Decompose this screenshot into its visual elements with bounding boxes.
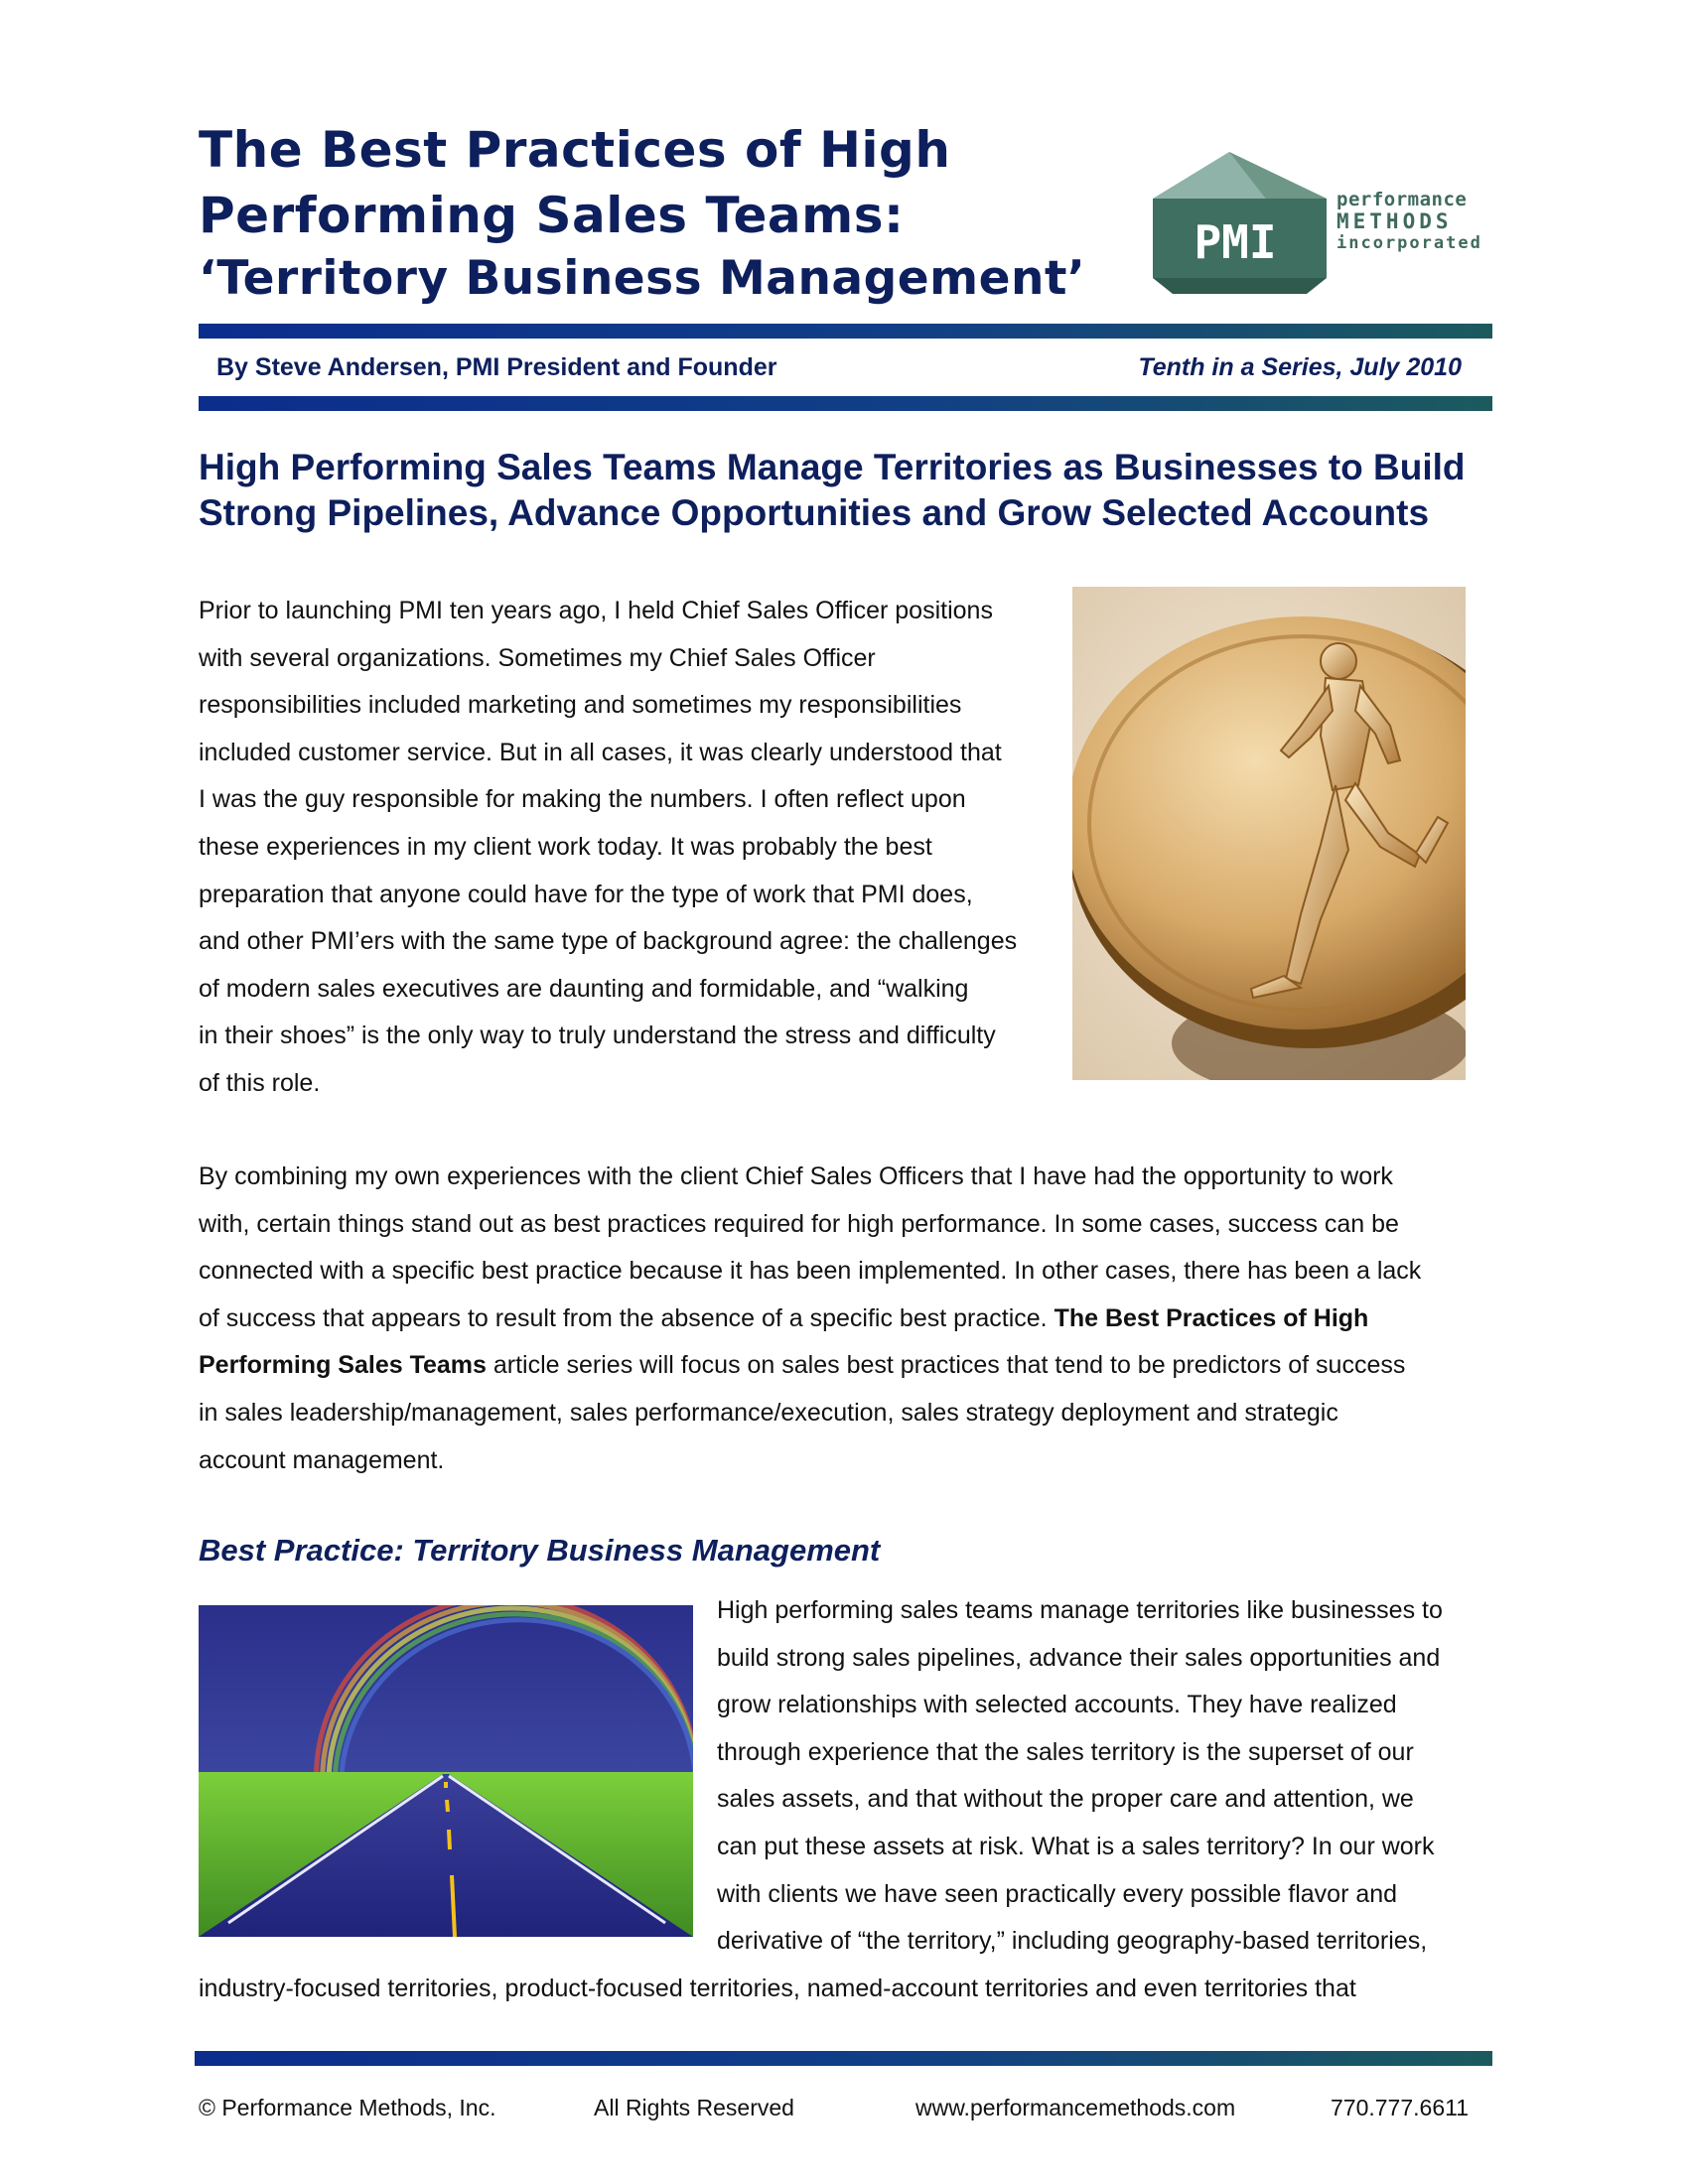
series-line: [199, 1342, 1499, 1390]
intro-line: of this role.: [199, 1068, 321, 1097]
best-practice-line: grow relationships with selected accounts. They have realized: [717, 1691, 1397, 1719]
best-practice-paragraph: [717, 1587, 1511, 1966]
best-practice-line: sales assets, and that without the proper care and attention, we: [717, 1785, 1414, 1814]
rainbow-road-image: [199, 1605, 693, 1937]
intro-line: of modern sales executives are daunting and formidable, and “walking: [199, 974, 969, 1003]
header-divider-top: [199, 324, 1492, 339]
footer-phone: 770.777.6611: [1331, 2095, 1469, 2120]
pmi-logo: [1148, 147, 1505, 296]
footer-rights: All Rights Reserved: [594, 2095, 794, 2120]
series-line: account management.: [199, 1445, 445, 1474]
intro-line: I was the guy responsible for making the numbers. I often reflect upon: [199, 785, 966, 814]
subheading-line-2: Strong Pipelines, Advance Opportunities and Grow Selected Accounts: [199, 492, 1430, 533]
runner-medal-image: [1072, 587, 1466, 1080]
intro-line: included customer service. But in all cases, it was clearly understood that: [199, 738, 1002, 766]
pmi-logo-wordmark: [1336, 189, 1482, 254]
byline: By Steve Andersen, PMI President and Founder: [216, 353, 777, 381]
series-line: connected with a specific best practice because it has been implemented. In other cases, there has been a lack: [199, 1257, 1422, 1286]
logo-word-incorporated: incorporated: [1336, 233, 1482, 253]
intro-line: in their shoes” is the only way to truly understand the stress and difficulty: [199, 1022, 996, 1050]
best-practice-heading: Best Practice: Territory Business Management: [199, 1533, 881, 1568]
intro-line: preparation that anyone could have for the type of work that PMI does,: [199, 880, 973, 908]
best-practice-line: build strong sales pipelines, advance their sales opportunities and: [717, 1643, 1441, 1672]
series-text: of success that appears to result from the absence of a specific best practice.: [199, 1303, 1055, 1332]
title-line-3: ‘Territory Business Management’: [199, 251, 1086, 306]
series-text: article series will focus on sales best practices that tend to be predictors of success: [486, 1351, 1406, 1380]
series-line: with, certain things stand out as best practices required for high performance. In some cases, success can be: [199, 1209, 1399, 1238]
series-line: [199, 1296, 1499, 1343]
best-practice-line: through experience that the sales territory is the superset of our: [717, 1737, 1414, 1766]
series-paragraph: [199, 1154, 1499, 1484]
intro-line: Prior to launching PMI ten years ago, I held Chief Sales Officer positions: [199, 597, 993, 624]
title-line-1: The Best Practices of High: [199, 121, 951, 179]
footer-website-link[interactable]: www.performancemethods.com: [915, 2095, 1236, 2120]
footer-divider: [195, 2051, 1492, 2066]
series-title-bold: Performing Sales Teams: [199, 1351, 487, 1380]
intro-line: and other PMI’ers with the same type of background agree: the challenges: [199, 927, 1018, 956]
subheading-line-1: High Performing Sales Teams Manage Territories as Businesses to Build: [199, 447, 1466, 487]
logo-word-performance: performance: [1336, 189, 1468, 210]
best-practice-line: can put these assets at risk. What is a sales territory? In our work: [717, 1832, 1435, 1860]
intro-line: with several organizations. Sometimes my Chief Sales Officer: [199, 643, 876, 672]
title-line-2: Performing Sales Teams:: [199, 187, 905, 244]
best-practice-line: with clients we have seen practically every possible flavor and: [717, 1879, 1398, 1908]
intro-line: these experiences in my client work today. It was probably the best: [199, 832, 932, 861]
header-divider-bottom: [199, 396, 1492, 411]
series-note: Tenth in a Series, July 2010: [1138, 353, 1462, 381]
intro-paragraph: [199, 588, 1072, 1108]
footer-copyright: © Performance Methods, Inc.: [199, 2095, 496, 2120]
best-practice-line: derivative of “the territory,” including geography-based territories,: [717, 1927, 1428, 1956]
best-practice-line: High performing sales teams manage territories like businesses to: [717, 1596, 1443, 1624]
document-title: [199, 117, 1142, 310]
best-practice-continuation: industry-focused territories, product-focused territories, named-account territories and even territories that: [199, 1975, 1356, 2002]
series-line: By combining my own experiences with the client Chief Sales Officers that I have had the opportunity to work: [199, 1162, 1393, 1190]
pmi-logo-letters: PMI: [1194, 215, 1277, 269]
intro-line: responsibilities included marketing and sometimes my responsibilities: [199, 691, 962, 720]
article-subheading: [199, 445, 1499, 536]
series-title-bold: The Best Practices of High: [1054, 1303, 1369, 1332]
logo-word-methods: METHODS: [1336, 209, 1453, 233]
series-line: in sales leadership/management, sales performance/execution, sales strategy deployment and strategic: [199, 1398, 1338, 1427]
